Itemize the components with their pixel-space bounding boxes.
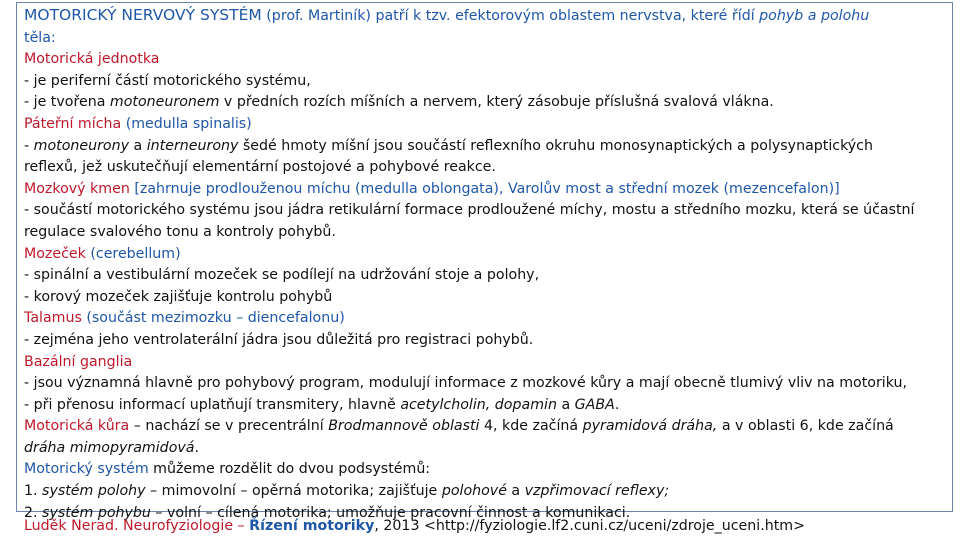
heading-line [24, 308, 949, 330]
text-span: 1. [24, 483, 43, 500]
text-line: regulace svalového tonu a kontroly pohybů. [24, 223, 336, 240]
text-span: . [614, 396, 620, 413]
text-line: - součástí motorického systému jsou jádra retikulární formace prodloužené míchy, mostu a středního mozku, která se účastní [24, 202, 915, 219]
text-line: - je periferní částí motorického systému, [24, 72, 311, 89]
text-italic: pyramidová dráha, [582, 418, 718, 435]
heading-bazalni-ganglia: Bazální ganglia [24, 353, 133, 370]
title-continuation: těla: [24, 29, 56, 46]
text-span: 4, kde začíná [479, 418, 583, 435]
footer-source: , 2013 <http://fyziologie.lf2.cuni.cz/uceni/zdroje_uceni.htm> [374, 518, 805, 534]
title-italic: pohyb a polohu [759, 8, 870, 24]
heading-line [24, 416, 949, 438]
slide-content [24, 5, 949, 524]
heading-motoricka-kura: Motorická kůra [24, 418, 130, 435]
text-span: a [506, 483, 525, 500]
heading-sub: (medulla spinalis) [121, 115, 252, 132]
heading-line [24, 459, 949, 481]
text-line [24, 92, 949, 114]
text-line: - spinální a vestibulární mozeček se podílejí na udržování stoje a polohy, [24, 267, 540, 284]
text-span: 2. [24, 504, 43, 521]
title-author: (prof. Martiník) [261, 8, 371, 24]
text-span: – mimovolní – opěrná motorika; zajišťuje [145, 483, 442, 500]
text-italic: GABA [574, 396, 615, 413]
heading-motoricka-jednotka: Motorická jednotka [24, 51, 160, 68]
text-span: a [129, 137, 147, 154]
page-title: MOTORICKÝ NERVOVÝ SYSTÉM [24, 6, 262, 24]
text-italic: systém polohy [42, 483, 146, 500]
footer-citation [24, 516, 805, 536]
text-line: - korový mozeček zajišťuje kontrolu pohybů [24, 288, 333, 305]
footer-author: Luděk Nerad. Neurofyziologie – [24, 518, 250, 534]
text-italic: dráha mimopyramidová [24, 439, 195, 456]
title-text: patří k tzv. efektorovým oblastem nervstva, které řídí [370, 8, 760, 24]
text-line [24, 481, 949, 503]
text-span: a [556, 396, 575, 413]
text-span: – nachází se v precentrální [129, 418, 329, 435]
text-span: a v oblasti 6, kde začíná [717, 418, 894, 435]
text-italic: Brodmannově oblasti [328, 418, 480, 435]
heading-sub: (součást mezimozku – diencefalonu) [81, 310, 345, 327]
text-span: šedé hmoty míšní jsou součástí reflexního okruhu monosynaptických a polysynaptických [238, 137, 873, 154]
heading-mozecek: Mozeček [24, 245, 86, 262]
text-line [24, 136, 949, 158]
text-span: . [194, 439, 199, 456]
footer-topic: Řízení motoriky [249, 518, 375, 534]
heading-pateri-micha: Páteřní mícha [24, 115, 122, 132]
text-italic: vzpřimovací reflexy; [524, 483, 670, 500]
text-line: reflexů, jež uskutečňují elementární postojové a pohybové reakce. [24, 159, 496, 176]
text-line: - zejména jeho ventrolaterální jádra jsou důležitá pro registraci pohybů. [24, 331, 534, 348]
text-line [24, 395, 949, 417]
text-span: v předních rozích míšních a nervem, který zásobuje příslušná svalová vlákna. [219, 94, 774, 111]
text-line [24, 438, 949, 460]
text-italic: systém pohybu [42, 504, 151, 521]
text-span: – volní – cílená motorika; umožňuje pracovní činnost a komunikaci. [150, 504, 631, 521]
heading-line [24, 244, 949, 266]
text-italic: acetylcholin, dopamin [400, 396, 557, 413]
text-span: - je tvořena [24, 94, 110, 111]
text-span: - při přenosu informací uplatňují transmitery, hlavně [24, 396, 401, 413]
text-span: můžeme rozdělit do dvou podsystémů: [148, 461, 431, 478]
heading-sub: (cerebellum) [85, 245, 181, 262]
heading-sub: [zahrnuje prodlouženou míchu (medulla oblongata), Varolův most a střední mozek (mezencefalon)] [129, 180, 840, 197]
text-span: - [24, 137, 34, 154]
title-line [24, 5, 949, 28]
text-italic: motoneurony [33, 137, 129, 154]
text-italic: polohové [441, 483, 507, 500]
heading-line [24, 179, 949, 201]
text-italic: motoneuronem [109, 94, 220, 111]
heading-mozkovy-kmen: Mozkový kmen [24, 180, 130, 197]
text-italic: interneurony [146, 137, 239, 154]
text-line: - jsou významná hlavně pro pohybový program, modulují informace z mozkové kůry a mají obecně tlumivý vliv na motoriku, [24, 375, 908, 392]
heading-talamus: Talamus [24, 310, 82, 327]
heading-motoricky-system: Motorický systém [24, 461, 149, 478]
heading-line [24, 114, 949, 136]
